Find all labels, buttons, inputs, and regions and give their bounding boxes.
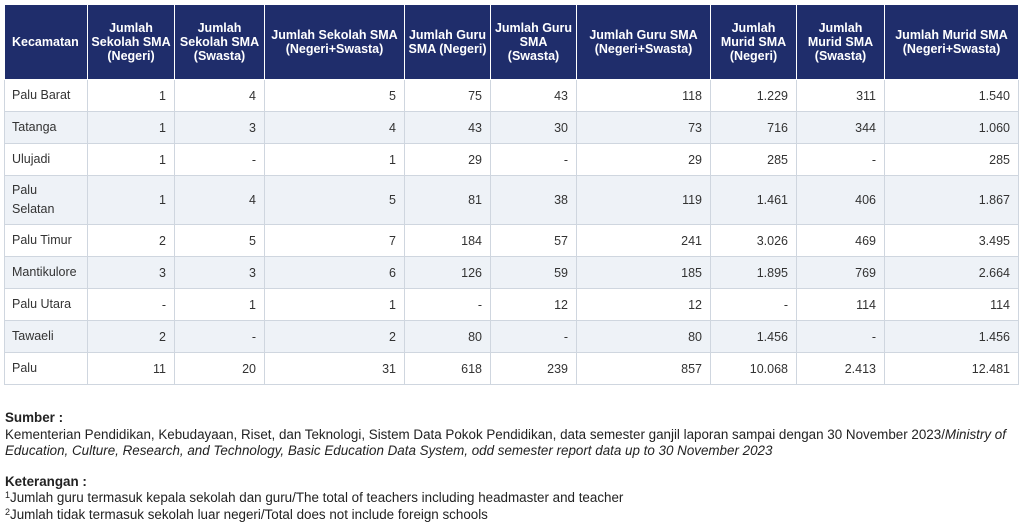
- value-cell: 1: [88, 176, 175, 225]
- value-cell: 1: [265, 144, 405, 176]
- value-cell: -: [797, 321, 885, 353]
- value-cell: 469: [797, 225, 885, 257]
- value-cell: 3: [175, 112, 265, 144]
- value-cell: 3.026: [711, 225, 797, 257]
- remark-1: [5, 490, 1015, 507]
- value-cell: 241: [577, 225, 711, 257]
- value-cell: 31: [265, 353, 405, 385]
- value-cell: 2: [265, 321, 405, 353]
- remark-2-text: Jumlah tidak termasuk sekolah luar negeri/Total does not include foreign schools: [10, 506, 488, 522]
- value-cell: 4: [265, 112, 405, 144]
- value-cell: 29: [577, 144, 711, 176]
- value-cell: 184: [405, 225, 491, 257]
- value-cell: 1.456: [711, 321, 797, 353]
- value-cell: 618: [405, 353, 491, 385]
- district-name-cell: Tatanga: [5, 112, 88, 144]
- value-cell: 7: [265, 225, 405, 257]
- value-cell: 311: [797, 80, 885, 112]
- value-cell: 114: [885, 289, 1019, 321]
- value-cell: 285: [711, 144, 797, 176]
- remarks-heading: Keterangan :: [5, 473, 87, 489]
- value-cell: 20: [175, 353, 265, 385]
- source-text: [5, 427, 1015, 460]
- value-cell: 185: [577, 257, 711, 289]
- column-header: Jumlah Guru SMA (Negeri): [405, 5, 491, 80]
- district-name-cell: Palu: [5, 353, 88, 385]
- column-header: Jumlah Sekolah SMA (Swasta): [175, 5, 265, 80]
- data-table-container: [4, 4, 1018, 385]
- value-cell: 1.895: [711, 257, 797, 289]
- value-cell: 12.481: [885, 353, 1019, 385]
- value-cell: -: [491, 321, 577, 353]
- value-cell: 1: [88, 112, 175, 144]
- value-cell: 80: [405, 321, 491, 353]
- source-heading: Sumber :: [5, 410, 64, 425]
- value-cell: 3: [88, 257, 175, 289]
- remark-1-text: Jumlah guru termasuk kepala sekolah dan guru/The total of teachers including headmaster and teacher: [10, 490, 624, 505]
- value-cell: -: [175, 321, 265, 353]
- table-row: [5, 176, 1019, 225]
- value-cell: 5: [265, 80, 405, 112]
- value-cell: 2: [88, 321, 175, 353]
- remark-1-number: 1: [5, 490, 11, 500]
- column-header: Jumlah Murid SMA (Swasta): [797, 5, 885, 80]
- value-cell: 81: [405, 176, 491, 225]
- table-row: [5, 321, 1019, 353]
- value-cell: 43: [405, 112, 491, 144]
- source-text-en: Ministry of Education, Culture, Research, and Technology, Basic Education Data System, odd semester report data up to 30 November 2023: [5, 426, 1006, 458]
- sma-statistics-table: [4, 4, 1019, 385]
- value-cell: 80: [577, 321, 711, 353]
- value-cell: 285: [885, 144, 1019, 176]
- value-cell: 5: [265, 176, 405, 225]
- value-cell: 769: [797, 257, 885, 289]
- district-name-cell: Tawaeli: [5, 321, 88, 353]
- district-name-cell: Palu Timur: [5, 225, 88, 257]
- table-body: [5, 80, 1019, 385]
- value-cell: 43: [491, 80, 577, 112]
- notes-section: [5, 410, 1015, 523]
- table-row: [5, 289, 1019, 321]
- table-row: [5, 225, 1019, 257]
- column-header: Jumlah Sekolah SMA (Negeri): [88, 5, 175, 80]
- value-cell: -: [88, 289, 175, 321]
- value-cell: 1.060: [885, 112, 1019, 144]
- remark-2: [5, 507, 1015, 523]
- district-name-cell: Palu Utara: [5, 289, 88, 321]
- value-cell: 118: [577, 80, 711, 112]
- value-cell: 10.068: [711, 353, 797, 385]
- value-cell: 1.540: [885, 80, 1019, 112]
- remark-2-number: 2: [5, 506, 11, 517]
- value-cell: 5: [175, 225, 265, 257]
- value-cell: 75: [405, 80, 491, 112]
- value-cell: 2: [88, 225, 175, 257]
- value-cell: 344: [797, 112, 885, 144]
- table-row: [5, 353, 1019, 385]
- value-cell: 3.495: [885, 225, 1019, 257]
- value-cell: 11: [88, 353, 175, 385]
- value-cell: 1: [265, 289, 405, 321]
- value-cell: 1.461: [711, 176, 797, 225]
- value-cell: 57: [491, 225, 577, 257]
- column-header: Jumlah Murid SMA (Negeri+Swasta): [885, 5, 1019, 80]
- value-cell: 2.664: [885, 257, 1019, 289]
- value-cell: -: [711, 289, 797, 321]
- column-header: Jumlah Guru SMA (Swasta): [491, 5, 577, 80]
- value-cell: 30: [491, 112, 577, 144]
- value-cell: 126: [405, 257, 491, 289]
- value-cell: 3: [175, 257, 265, 289]
- value-cell: -: [491, 144, 577, 176]
- value-cell: 716: [711, 112, 797, 144]
- value-cell: 12: [577, 289, 711, 321]
- district-name-cell: Palu Selatan: [5, 176, 88, 225]
- district-name-cell: Palu Barat: [5, 80, 88, 112]
- value-cell: 1.229: [711, 80, 797, 112]
- value-cell: 2.413: [797, 353, 885, 385]
- value-cell: 239: [491, 353, 577, 385]
- column-header: Jumlah Sekolah SMA (Negeri+Swasta): [265, 5, 405, 80]
- value-cell: 6: [265, 257, 405, 289]
- value-cell: 119: [577, 176, 711, 225]
- value-cell: 1: [88, 144, 175, 176]
- table-row: [5, 112, 1019, 144]
- table-row: [5, 80, 1019, 112]
- value-cell: 114: [797, 289, 885, 321]
- value-cell: -: [405, 289, 491, 321]
- district-name-cell: Mantikulore: [5, 257, 88, 289]
- value-cell: -: [175, 144, 265, 176]
- value-cell: 29: [405, 144, 491, 176]
- column-header: Kecamatan: [5, 5, 88, 80]
- value-cell: 4: [175, 80, 265, 112]
- value-cell: 73: [577, 112, 711, 144]
- source-text-id: Kementerian Pendidikan, Kebudayaan, Riset, dan Teknologi, Sistem Data Pokok Pendidikan, data semester ganjil laporan sampai dengan 30 November 2023/: [5, 426, 945, 442]
- value-cell: 1: [175, 289, 265, 321]
- table-header-row: [5, 5, 1019, 80]
- value-cell: -: [797, 144, 885, 176]
- value-cell: 38: [491, 176, 577, 225]
- table-row: [5, 257, 1019, 289]
- column-header: Jumlah Murid SMA (Negeri): [711, 5, 797, 80]
- value-cell: 1.867: [885, 176, 1019, 225]
- value-cell: 59: [491, 257, 577, 289]
- table-row: [5, 144, 1019, 176]
- district-name-cell: Ulujadi: [5, 144, 88, 176]
- value-cell: 406: [797, 176, 885, 225]
- value-cell: 1.456: [885, 321, 1019, 353]
- value-cell: 857: [577, 353, 711, 385]
- value-cell: 12: [491, 289, 577, 321]
- value-cell: 1: [88, 80, 175, 112]
- value-cell: 4: [175, 176, 265, 225]
- column-header: Jumlah Guru SMA (Negeri+Swasta): [577, 5, 711, 80]
